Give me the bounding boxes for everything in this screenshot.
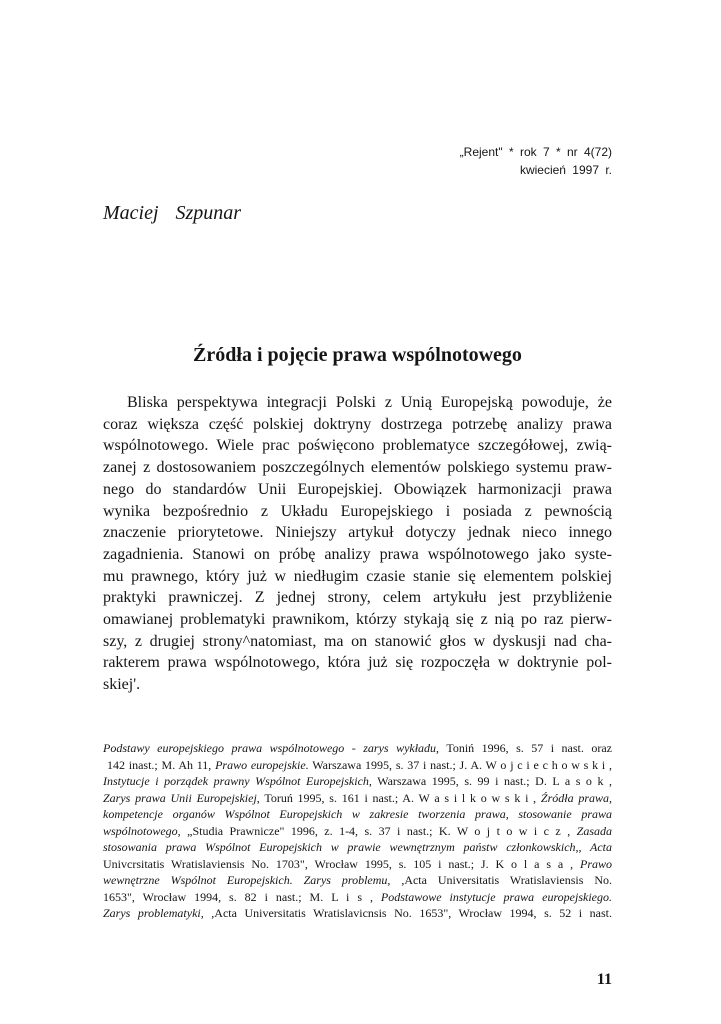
footnote-line bbox=[103, 740, 612, 757]
footnote-line bbox=[103, 839, 612, 856]
footnote-work-title: Podstawy europejskiego prawa wspólnotowego - zarys wykładu, bbox=[103, 741, 440, 755]
body-line: szy, z drugiej strony^natomiast, ma on stanowić głos w dyskusji nad cha- bbox=[103, 632, 612, 650]
footnote-line bbox=[103, 823, 612, 840]
body-line: wspólnotowego. Wiele prac poświęcono problematyce szczegółowej, zwią- bbox=[103, 437, 612, 455]
footnote-work-title: kompetencje organów Wspólnot Europejskich w zakresie tworzenia prawa, stosowanie prawa bbox=[103, 807, 612, 821]
footnote-line bbox=[103, 773, 612, 790]
body-line: mu prawnego, który już w niedługim czasie stanie się elementem polskiej bbox=[103, 567, 612, 585]
article-author: Maciej Szpunar bbox=[103, 202, 242, 224]
footnote-citation: , Toruń 1995, s. 161 i nast.; A. W a s i l k o w s k i , bbox=[256, 790, 541, 805]
footnote-line bbox=[103, 905, 612, 922]
journal-date-line: kwiecień 1997 r. bbox=[519, 163, 612, 177]
footnote-line bbox=[103, 790, 612, 807]
footnote-line bbox=[103, 856, 612, 873]
body-line: praktyki prawniczej. Z jednej strony, celem artykułu jest przybliżenie bbox=[103, 589, 612, 607]
footnote-citation: 1653", Wrocław 1994, s. 82 i nast.; M. L i s , bbox=[103, 889, 381, 904]
article-body bbox=[103, 392, 612, 696]
footnote-work-title: wewnętrzne Wspólnot Europejskich. Zarys problemu, bbox=[103, 873, 391, 887]
footnote-work-title: Zasada bbox=[576, 823, 612, 838]
footnote-line bbox=[103, 872, 612, 889]
page-number: 11 bbox=[596, 971, 612, 988]
footnote-work-title: Podstawowe instytucje prawa europejskiego. bbox=[380, 889, 612, 904]
footnote-work-title: Zarys prawa Unii Europejskiej bbox=[103, 790, 257, 805]
article-title: Źródła i pojęcie prawa wspólnotowego bbox=[193, 344, 522, 366]
body-line: coraz większa część polskiej doktryny dostrzega potrzebę analizy prawa bbox=[103, 415, 612, 433]
footnote-work-title: Zarys problematyki, bbox=[103, 906, 204, 920]
body-line: nego do standardów Unii Europejskiej. Obowiązek harmonizacji prawa bbox=[103, 480, 612, 498]
footnote-citation: , „Studia Prawnicze" 1996, z. 1-4, s. 37 i nast.; K. W o j t o w i c z , bbox=[177, 823, 577, 838]
footnote-line bbox=[103, 889, 612, 906]
footnote-citation: ,Acta Universitatis Wratislavicnsis No. 1653", Wrocław 1994, s. 52 i nast. bbox=[203, 906, 613, 920]
footnote-work-title: Źródła prawa, bbox=[540, 790, 612, 805]
body-line: zanej z dostosowaniem poszczególnych elementów polskiego systemu praw- bbox=[103, 459, 612, 477]
footnote-citation: ,Acta Universitatis Wratislaviensis No. bbox=[390, 873, 612, 887]
footnote-line bbox=[103, 806, 612, 823]
footnote-citation: , Warszawa 1995, s. 99 i nast.; D. L a s o k , bbox=[368, 774, 612, 788]
footnote-work-title: wspólnotowego bbox=[103, 823, 178, 838]
footnote-line bbox=[103, 757, 612, 774]
journal-issue-line: „Rejent" * rok 7 * nr 4(72) bbox=[459, 145, 612, 159]
body-line: zagadnienia. Stanowi on próbę analizy prawa wspólnotowego jako syste- bbox=[103, 545, 612, 563]
body-line: omawianej problematyki prawnikom, którzy stykają się z nią po raz pierw- bbox=[103, 611, 612, 629]
body-line: znaczenie priorytetowe. Niniejszy artykuł dotyczy jednak nieco innego bbox=[103, 524, 612, 542]
footnote-citation: Toniń 1996, s. 57 i nast. oraz bbox=[439, 741, 612, 755]
footnote-work-title: stosowania prawa Wspólnot Europejskich w prawie wewnętrznym państw członkowskich,, Acta bbox=[103, 840, 612, 854]
footnote-citation: 142 inast.; M. Ah 11, bbox=[107, 757, 216, 772]
footnote-work-title: Prawo bbox=[579, 856, 612, 871]
footnote-block bbox=[103, 740, 612, 922]
body-line: Bliska perspektywa integracji Polski z Unią Europejską powoduje, że bbox=[127, 394, 612, 411]
footnote-work-title: Prawo europejskie. bbox=[215, 757, 309, 772]
body-line: skiej'. bbox=[103, 676, 141, 694]
body-line: rakterem prawa wspólnotowego, która już się rozpoczęła w doktrynie pol- bbox=[103, 654, 612, 672]
body-line: wynika bezpośrednio z Układu Europejskiego i posiada z pewnością bbox=[103, 502, 612, 520]
footnote-citation: Univcrsitatis Wratislaviensis No. 1703", Wrocław 1995, s. 105 i nast.; J. K o l a s a , bbox=[103, 856, 580, 871]
footnote-work-title: Instytucje i porządek prawny Wspólnot Europejskich bbox=[103, 774, 369, 788]
footnote-citation: Warszawa 1995, s. 37 i nast.; J. A. W o j c i e c h o w s k i , bbox=[308, 757, 612, 772]
journal-header bbox=[312, 143, 612, 179]
